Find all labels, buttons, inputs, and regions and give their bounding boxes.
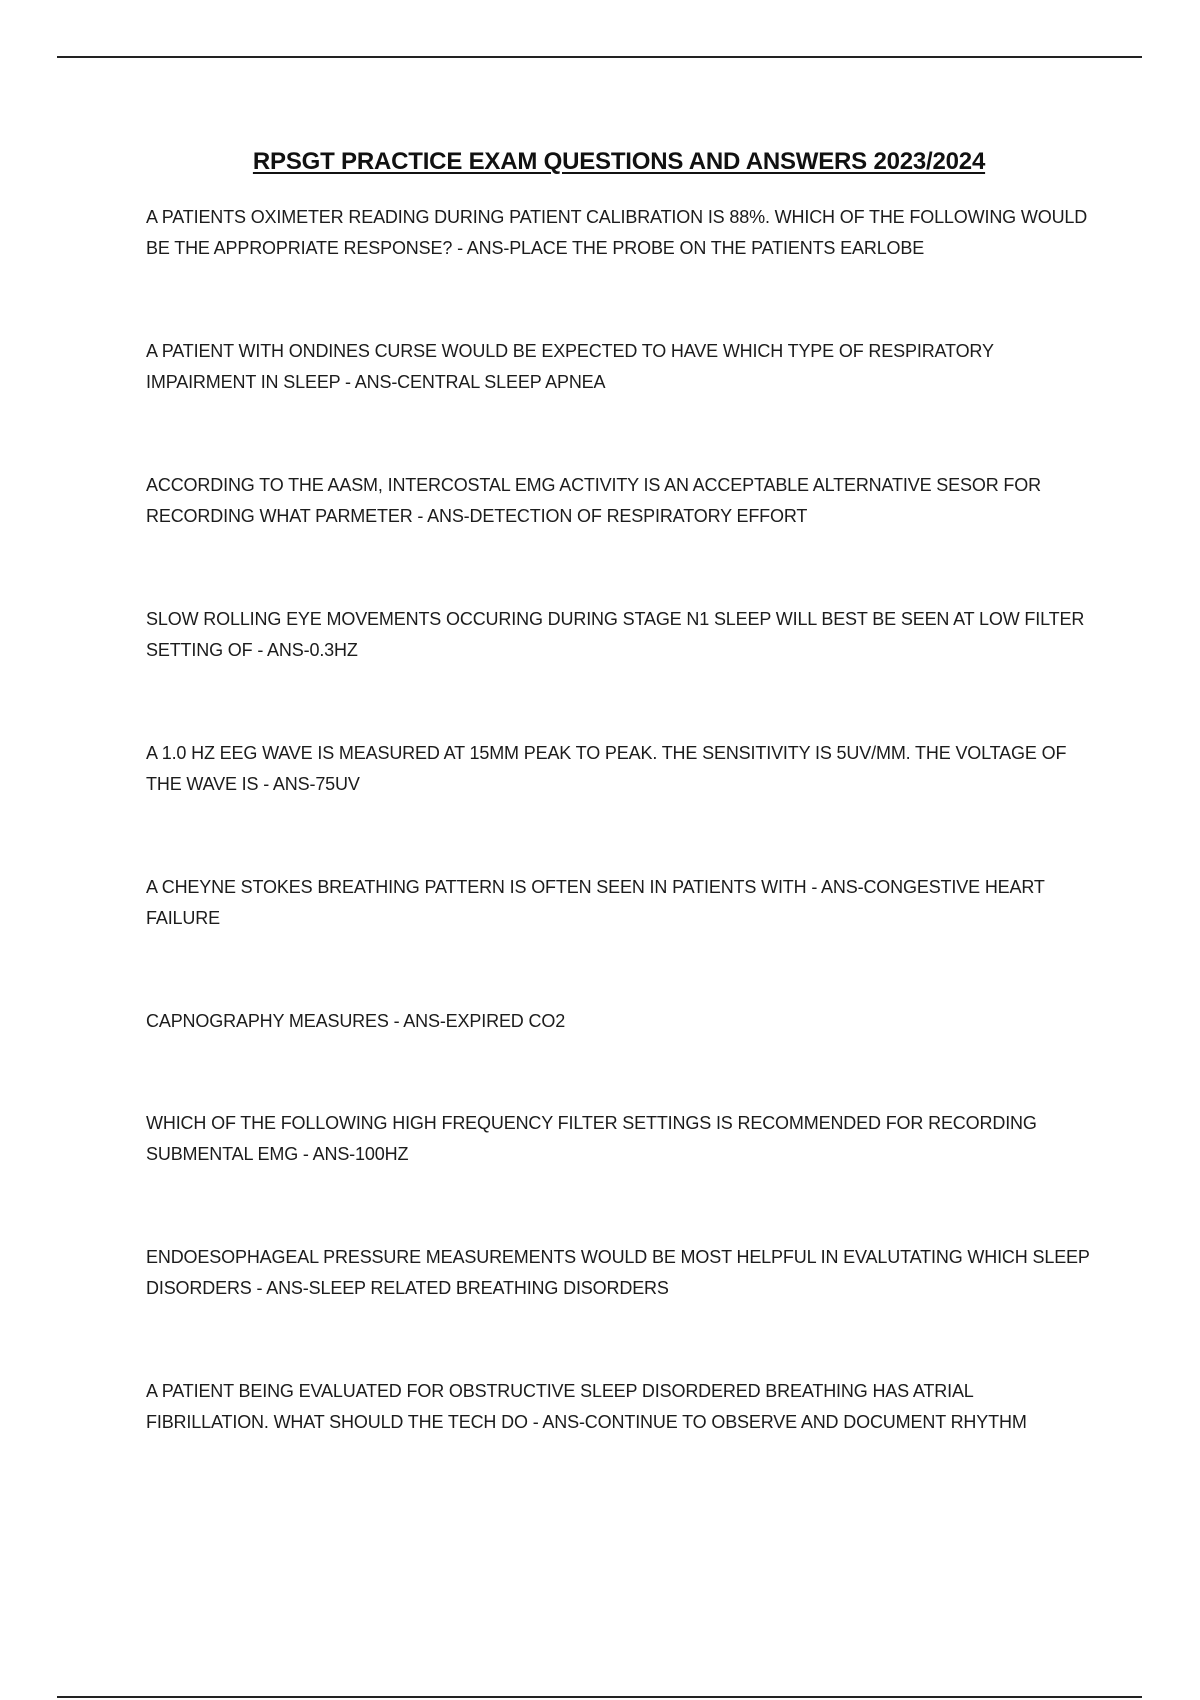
document-title: RPSGT PRACTICE EXAM QUESTIONS AND ANSWERS 2023/2024	[252, 148, 986, 175]
qa-item-8: WHICH OF THE FOLLOWING HIGH FREQUENCY FILTER SETTINGS IS RECOMMENDED FOR RECORDING SUBMENTAL EMG - ANS-100HZ	[146, 1113, 1037, 1164]
qa-item-6: A CHEYNE STOKES BREATHING PATTERN IS OFTEN SEEN IN PATIENTS WITH - ANS-CONGESTIVE HEART FAILURE	[146, 877, 1045, 928]
header-rule	[57, 56, 1142, 58]
qa-item-5: A 1.0 HZ EEG WAVE IS MEASURED AT 15MM PEAK TO PEAK. THE SENSITIVITY IS 5UV/MM. THE VOLTAGE OF THE WAVE IS - ANS-75UV	[146, 743, 1067, 794]
qa-item-2: A PATIENT WITH ONDINES CURSE WOULD BE EXPECTED TO HAVE WHICH TYPE OF RESPIRATORY IMPAIRMENT IN SLEEP - ANS-CENTRAL SLEEP APNEA	[146, 341, 994, 392]
qa-item-10: A PATIENT BEING EVALUATED FOR OBSTRUCTIVE SLEEP DISORDERED BREATHING HAS ATRIAL FIBRILLATION. WHAT SHOULD THE TECH DO - ANS-CONTINUE TO OBSERVE AND DOCUMENT RHYTHM	[146, 1381, 1027, 1432]
qa-item-4: SLOW ROLLING EYE MOVEMENTS OCCURING DURING STAGE N1 SLEEP WILL BEST BE SEEN AT LOW FILTER SETTING OF - ANS-0.3HZ	[146, 609, 1085, 660]
qa-item-7: CAPNOGRAPHY MEASURES - ANS-EXPIRED CO2	[146, 1011, 566, 1031]
qa-item-1: A PATIENTS OXIMETER READING DURING PATIENT CALIBRATION IS 88%. WHICH OF THE FOLLOWING WOULD BE THE APPROPRIATE RESPONSE? - ANS-PLACE THE PROBE ON THE PATIENTS EARLOBE	[146, 207, 1088, 258]
qa-item-9: ENDOESOPHAGEAL PRESSURE MEASUREMENTS WOULD BE MOST HELPFUL IN EVALUTATING WHICH SLEEP DISORDERS - ANS-SLEEP RELATED BREATHING DISORDERS	[146, 1247, 1090, 1298]
footer-rule	[57, 1696, 1142, 1698]
qa-item-3: ACCORDING TO THE AASM, INTERCOSTAL EMG ACTIVITY IS AN ACCEPTABLE ALTERNATIVE SESOR FOR RECORDING WHAT PARMETER - ANS-DETECTION OF RESPIRATORY EFFORT	[146, 475, 1041, 526]
